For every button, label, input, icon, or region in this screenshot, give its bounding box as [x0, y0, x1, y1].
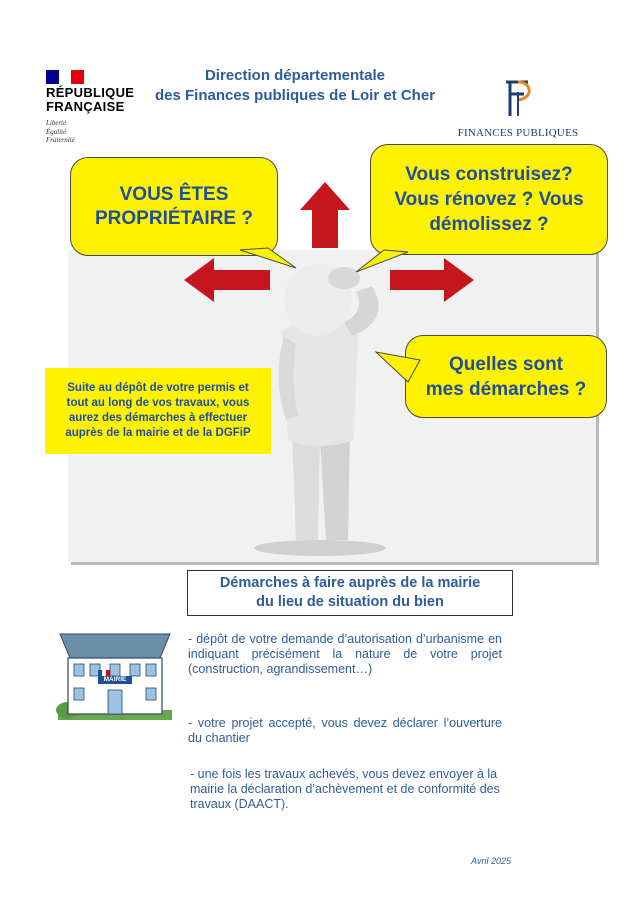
bubble-steps-line1: Quelles sont: [448, 353, 564, 375]
step-site-opening: - votre projet accepté, vous devez déclarer l’ouverture du chantier: [188, 716, 502, 745]
info-line1: Suite au dépôt de votre permis et: [67, 382, 249, 394]
motto-egalite: Égalité: [46, 127, 67, 136]
bubble-steps-line2: mes démarches ?: [425, 378, 587, 400]
bubble-works-line2: Vous rénovez ? Vous: [394, 189, 584, 210]
title-line2: des Finances publiques de Loir et Cher: [154, 87, 436, 104]
info-line4: auprès de la mairie et de la DGFiP: [65, 427, 251, 439]
title-line1: Direction départementale: [204, 67, 386, 84]
publication-date: Avril 2025: [471, 856, 511, 866]
info-line2: tout au long de vos travaux, vous: [66, 397, 250, 409]
section-title: [187, 570, 513, 616]
motto-liberte: Liberté: [46, 119, 67, 127]
republic-name-line1: RÉPUBLIQUE: [46, 85, 135, 100]
finances-publiques-text: FINANCES PUBLIQUES: [457, 127, 579, 139]
step-completion-declaration: - une fois les travaux achevés, vous devez envoyer à la mairie la déclaration d’achèvement et de conformité des travaux (DAACT).: [190, 767, 500, 811]
bubble-owner-line2: PROPRIÉTAIRE ?: [95, 207, 253, 229]
bubble-owner-line1: VOUS ÊTES: [119, 183, 229, 205]
info-box: [45, 368, 271, 454]
motto-fraternite: Fraternité: [46, 136, 75, 144]
step-authorization: - dépôt de votre demande d’autorisation d’urbanisme en indiquant précisément la nature de votre projet (construction, agrandissement…): [188, 632, 502, 676]
section-title-line2: du lieu de situation du bien: [256, 594, 444, 610]
section-title-line1: Démarches à faire auprès de la mairie: [219, 575, 481, 591]
bubble-works-line3: démolissez ?: [429, 214, 549, 235]
info-line3: aurez des démarches à effectuer: [68, 412, 248, 424]
bubble-works-line1: Vous construisez?: [405, 164, 573, 185]
republic-name-line2: FRANÇAISE: [46, 99, 125, 114]
mairie-sign: MAIRIE: [103, 676, 127, 683]
